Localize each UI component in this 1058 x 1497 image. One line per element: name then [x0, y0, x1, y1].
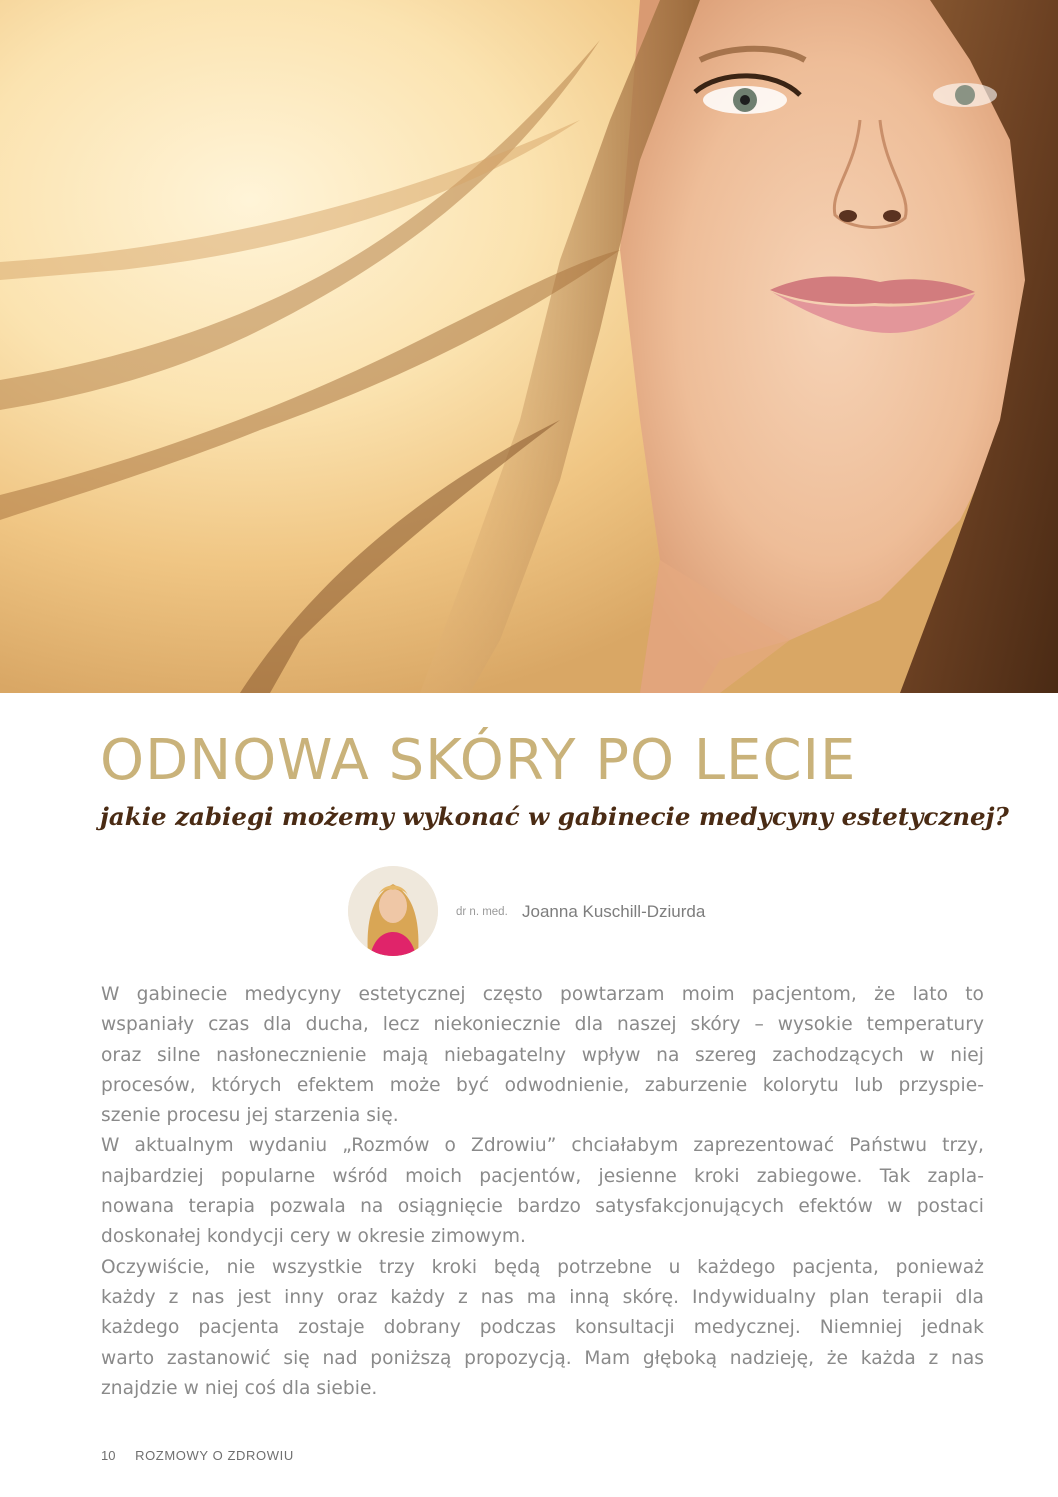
text-line: szenie procesu jej starzenia się.	[101, 1105, 399, 1127]
text-line: W aktualnym wydaniu „Rozmów o Zdrowiu” chciałabym zaprezentować Państwu trzy,	[101, 1135, 984, 1157]
text-line: najbardziej popularne wśród moich pacjentów, jesienne kroki zabiegowe. Tak zapla-	[101, 1165, 984, 1187]
paragraph	[101, 1131, 984, 1252]
text-line: każdy z nas jest inny oraz każdy z nas ma inną skórę. Indywidualny plan terapii dla	[101, 1286, 984, 1308]
text-line: doskonałej kondycji cery w okresie zimowym.	[101, 1226, 527, 1248]
hero-photo	[0, 0, 1058, 693]
text-line: Oczywiście, nie wszystkie trzy kroki będą potrzebne u każdego pacjenta, ponieważ	[101, 1256, 984, 1278]
author-portrait-icon	[348, 866, 438, 956]
article-subtitle: jakie zabiegi możemy wykonać w gabinecie medycyny estetycznej?	[100, 802, 1009, 831]
text-line: każdego pacjenta zostaje dobrany podczas konsultacji medycznej. Niemniej jednak	[101, 1317, 984, 1339]
page-footer	[101, 1448, 294, 1463]
author-block	[348, 866, 768, 956]
author-degree: dr n. med.	[456, 906, 508, 918]
text-line: znajdzie w niej coś dla siebie.	[101, 1377, 378, 1399]
hero-photo-illustration	[0, 0, 1058, 693]
text-line: nowana terapia pozwala na osiągnięcie bardzo satysfakcjonujących efektów w postaci	[101, 1196, 984, 1218]
article-body	[101, 980, 984, 1404]
text-line: oraz silne nasłonecznienie mają niebagatelny wpływ na szereg zachodzących w niej	[101, 1044, 984, 1066]
paragraph	[101, 980, 984, 1131]
paragraph	[101, 1253, 984, 1404]
publication-name: ROZMOWY O ZDROWIU	[135, 1448, 294, 1463]
text-line: procesów, których efektem może być odwodnienie, zaburzenie kolorytu lub przyspie-	[101, 1074, 984, 1096]
text-line: warto zastanowić się nad poniższą propozycją. Mam głęboką nadzieję, że każda z nas	[101, 1347, 984, 1369]
author-avatar	[348, 866, 438, 956]
author-name: Joanna Kuschill-Dziurda	[522, 902, 706, 921]
text-line: W gabinecie medycyny estetycznej często powtarzam moim pacjentom, że lato to	[101, 984, 984, 1005]
page-number: 10	[101, 1448, 116, 1463]
text-line: wspaniały czas dla ducha, lecz niekoniecznie dla naszej skóry – wysokie temperatury	[101, 1014, 984, 1036]
article-title: ODNOWA SKÓRY PO LECIE	[100, 728, 857, 793]
